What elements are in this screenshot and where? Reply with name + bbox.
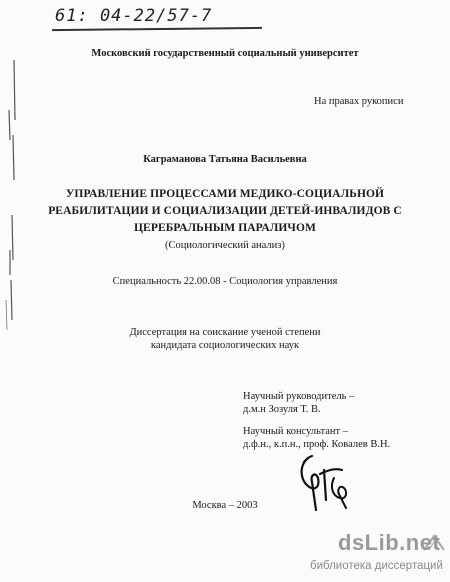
archive-code: 61: 04-22/57-7: [55, 6, 213, 26]
consultant-label: Научный консультант –: [243, 426, 348, 437]
dissertation-title-line: РЕАБИЛИТАЦИИ И СОЦИАЛИЗАЦИИ ДЕТЕЙ-ИНВАЛИДОВ С: [48, 205, 402, 217]
dissertation-subtitle: (Социологический анализ): [165, 240, 285, 251]
supervisor-label: Научный руководитель –: [243, 391, 355, 402]
dissertation-title-line: ЦЕРЕБРАЛЬНЫМ ПАРАЛИЧОМ: [134, 222, 316, 234]
specialty: Специальность 22.00.08 - Социология управления: [112, 276, 338, 287]
watermark-logo: dsLib.net: [338, 530, 441, 555]
manuscript-rights: На правах рукописи: [314, 96, 404, 107]
scan-margin-marks: [0, 0, 40, 582]
consultant-name: д.ф.н., к.п.н., проф. Ковалев В.Н.: [243, 439, 391, 450]
watermark-caption: библиотека диссертаций: [310, 560, 443, 572]
city-and-year: Москва – 2003: [192, 500, 258, 511]
author-name: Каграманова Татьяна Васильевна: [143, 154, 307, 165]
degree-line: Диссертация на соискание ученой степени: [129, 327, 321, 338]
archive-code-underline: [52, 27, 262, 31]
dissertation-title-line: УПРАВЛЕНИЕ ПРОЦЕССАМИ МЕДИКО-СОЦИАЛЬНОЙ: [65, 188, 385, 200]
supervisor-name: д.м.н Зозуля Т. В.: [243, 404, 321, 415]
university-name: Московский государственный социальный университет: [91, 48, 359, 59]
degree-line: кандидата социологических наук: [150, 340, 300, 351]
